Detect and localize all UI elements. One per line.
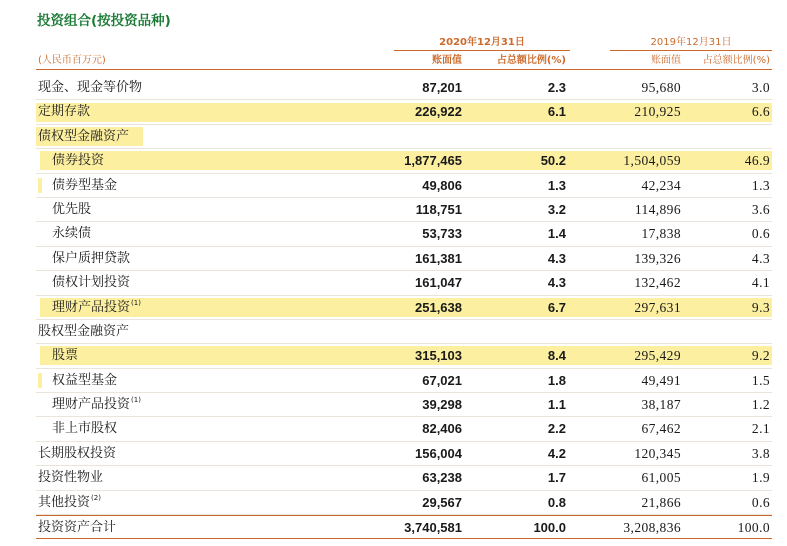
- book-value-2019: 114,896: [634, 201, 681, 217]
- share-2020: 4.3: [547, 250, 566, 266]
- row-label: [36, 100, 380, 124]
- book-value-2019: 67,462: [641, 421, 681, 437]
- header-book-value-2020: 账面值: [432, 55, 462, 66]
- book-value-2019: 210,925: [634, 104, 681, 120]
- share-2020: 1.7: [547, 470, 566, 486]
- row-bond-funds: [36, 174, 772, 198]
- row-bonds: [36, 149, 772, 173]
- book-value-2020: 1,877,465: [404, 153, 462, 169]
- total-label-text: 投资资产合计: [38, 520, 117, 536]
- row-equity-funds: [36, 369, 772, 393]
- row-label-text: 非上市股权: [52, 421, 118, 437]
- share-2019: 6.6: [751, 104, 770, 120]
- book-value-2020: 53,733: [422, 226, 462, 242]
- row-label-text: 债券投资: [52, 153, 105, 169]
- row-label-text: 债券型基金: [52, 177, 118, 193]
- book-value-2019: 49,491: [641, 372, 681, 388]
- row-label: [36, 393, 380, 417]
- row-debt-financial-assets: [36, 125, 772, 149]
- total-label: [36, 516, 380, 540]
- row-wealth-management-debt: [36, 296, 772, 320]
- row-label-text: 理财产品投资: [52, 299, 131, 315]
- share-2020: 6.1: [547, 104, 566, 120]
- book-value-2020: 118,751: [415, 201, 462, 217]
- highlight-marker: [38, 178, 42, 193]
- row-debt-investment-plans: [36, 271, 772, 295]
- period-2020-date: 2020年12月31日: [394, 37, 570, 51]
- row-term-deposits: [36, 100, 772, 124]
- row-label: [36, 271, 380, 295]
- row-perpetual-bonds: [36, 222, 772, 246]
- row-label: [36, 466, 380, 490]
- footnote-marker: (1): [131, 396, 141, 405]
- header-share-2019: 占总额比例(%): [702, 55, 770, 66]
- share-2019: 1.2: [751, 397, 770, 413]
- row-label: [36, 344, 380, 368]
- book-value-2019: 21,866: [641, 494, 681, 510]
- book-value-2020: 87,201: [422, 80, 462, 95]
- footnote-marker: (2): [91, 493, 101, 502]
- total-book-value-2019: 3,208,836: [623, 520, 681, 536]
- book-value-2019: 42,234: [641, 177, 681, 193]
- share-2020: 0.8: [547, 494, 566, 510]
- share-2020: 1.4: [547, 226, 566, 242]
- share-2019: 1.5: [751, 372, 770, 388]
- book-value-2019: 295,429: [634, 348, 681, 364]
- book-value-2020: 251,638: [415, 299, 462, 315]
- book-value-2019: 17,838: [641, 226, 681, 242]
- row-unlisted-equity: [36, 417, 772, 441]
- row-long-term-equity-investments: [36, 442, 772, 466]
- row-total-investment-assets: [36, 515, 772, 539]
- share-2020: 8.4: [547, 348, 566, 364]
- book-value-2019: 38,187: [641, 397, 681, 413]
- share-2020: 1.8: [547, 372, 566, 388]
- row-label: [36, 369, 380, 393]
- row-policy-loans: [36, 247, 772, 271]
- share-2020: 50.2: [540, 153, 566, 169]
- book-value-2020: 63,238: [422, 470, 462, 486]
- share-2020: 4.2: [547, 445, 566, 461]
- table-title: 投资组合(按投资品种): [37, 13, 171, 29]
- total-share-2020: 100.0: [533, 520, 566, 536]
- book-value-2020: 156,004: [415, 445, 462, 461]
- column-header-row: [36, 53, 772, 70]
- row-label: [36, 198, 380, 222]
- book-value-2020: 226,922: [415, 104, 462, 120]
- book-value-2020: 161,047: [415, 275, 462, 291]
- row-label-text: 现金、现金等价物: [38, 80, 143, 95]
- share-2019: 2.1: [751, 421, 770, 437]
- row-label: [36, 222, 380, 246]
- book-value-2019: 1,504,059: [623, 153, 681, 169]
- book-value-2019: 61,005: [641, 470, 681, 486]
- row-label: [36, 442, 380, 466]
- row-label-text: 优先股: [52, 201, 92, 217]
- book-value-2020: 161,381: [415, 250, 462, 266]
- share-2019: 1.3: [751, 177, 770, 193]
- unit-label: (人民币百万元): [38, 55, 106, 66]
- row-preferred-shares: [36, 198, 772, 222]
- table-body: [36, 76, 772, 539]
- share-2020: 1.3: [547, 177, 566, 193]
- share-2019: 3.8: [751, 445, 770, 461]
- row-label: [36, 149, 380, 173]
- total-book-value-2020: 3,740,581: [404, 520, 462, 536]
- row-label: [36, 417, 380, 441]
- share-2019: 9.2: [751, 348, 770, 364]
- share-2019: 3.0: [751, 80, 770, 95]
- footnote-marker: (1): [131, 298, 141, 307]
- row-equity-financial-assets: [36, 320, 772, 344]
- share-2020: 2.2: [547, 421, 566, 437]
- row-stocks: [36, 344, 772, 368]
- book-value-2019: 139,326: [634, 250, 681, 266]
- period-2019-date: 2019年12月31日: [610, 37, 772, 51]
- row-investment-properties: [36, 466, 772, 490]
- share-2019: 0.6: [751, 494, 770, 510]
- row-label-text: 债权计划投资: [52, 275, 131, 291]
- row-other-investments: [36, 491, 772, 515]
- share-2019: 9.3: [751, 299, 770, 315]
- row-label-text: 权益型基金: [52, 372, 118, 388]
- row-wealth-management-equity: [36, 393, 772, 417]
- row-label: [36, 76, 380, 100]
- share-2020: 2.3: [547, 80, 566, 95]
- row-label: [36, 247, 380, 271]
- book-value-2020: 82,406: [422, 421, 462, 437]
- row-label-text: 投资性物业: [38, 470, 104, 486]
- share-2020: 4.3: [547, 275, 566, 291]
- share-2019: 46.9: [744, 153, 770, 169]
- row-label: [36, 174, 380, 198]
- share-2019: 0.6: [751, 226, 770, 242]
- row-cash-and-equivalents: [36, 76, 772, 100]
- book-value-2020: 315,103: [415, 348, 462, 364]
- share-2020: 6.7: [547, 299, 566, 315]
- section-label: [36, 125, 380, 149]
- book-value-2019: 132,462: [634, 275, 681, 291]
- share-2019: 4.1: [751, 275, 770, 291]
- book-value-2020: 49,806: [422, 177, 462, 193]
- section-label-text: 债权型金融资产: [36, 127, 143, 146]
- book-value-2019: 120,345: [634, 445, 681, 461]
- book-value-2020: 67,021: [422, 372, 462, 388]
- header-share-2020: 占总额比例(%): [496, 55, 566, 66]
- share-2019: 4.3: [751, 250, 770, 266]
- row-label-text: 定期存款: [38, 104, 91, 120]
- book-value-2020: 29,567: [422, 494, 462, 510]
- row-label: [36, 296, 380, 320]
- share-2019: 3.6: [751, 201, 770, 217]
- row-label-text: 永续债: [52, 226, 92, 242]
- row-label-text: 保户质押贷款: [52, 250, 131, 266]
- book-value-2019: 95,680: [641, 80, 681, 95]
- total-share-2019: 100.0: [737, 520, 770, 536]
- row-label-text: 长期股权投资: [38, 445, 117, 461]
- row-label-text: 理财产品投资: [52, 397, 131, 413]
- share-2020: 3.2: [547, 201, 566, 217]
- section-label-text: 股权型金融资产: [38, 323, 130, 339]
- highlight-marker: [38, 373, 42, 388]
- header-book-value-2019: 账面值: [651, 55, 681, 66]
- book-value-2020: 39,298: [422, 397, 462, 413]
- section-label: [36, 320, 380, 344]
- share-2020: 1.1: [547, 397, 566, 413]
- row-label-text: 其他投资: [38, 494, 91, 510]
- share-2019: 1.9: [751, 470, 770, 486]
- row-label: [36, 491, 380, 515]
- book-value-2019: 297,631: [634, 299, 681, 315]
- row-label-text: 股票: [52, 348, 79, 364]
